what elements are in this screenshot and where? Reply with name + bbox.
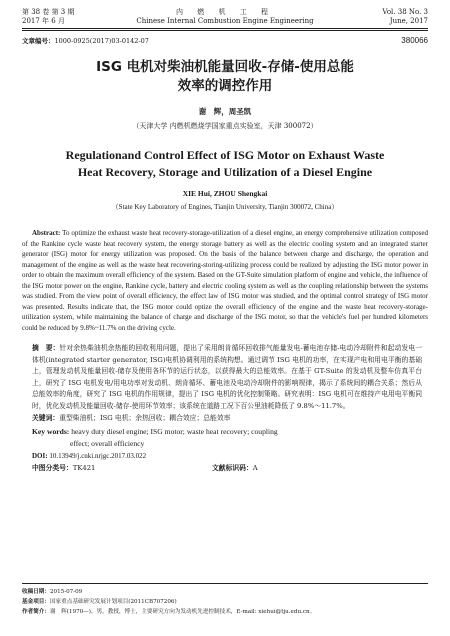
clc-label: 中图分类号： — [32, 464, 73, 472]
english-keywords-line-1 — [32, 426, 422, 438]
english-title-line-2: Heat Recovery, Storage and Utilization of a Diesel Engine — [77, 165, 373, 179]
chinese-title-line-2: 效率的调控作用 — [177, 78, 273, 94]
document-code-label: 文献标识码： — [212, 464, 253, 472]
issue-date-cn: 2017 年 6 月 — [22, 17, 65, 25]
article-number-row — [22, 36, 428, 45]
header-right — [318, 8, 428, 26]
chinese-abstract-text: 针对余热柴油机余热能的回收利用问题，提出了采用朗肯循环回收排气能量发电-蓄电池存储-电动冷却附件和起动发电一体机(integrated starter generator, ISG)电机协调利用的系统构想。通过调节 ISG 电机的功率，在实现产电和用电平衡的基础上，管理发动机及能量回收-储存及使用各环节的运行状态，以获得最大的总能效率。在基于 GT-Suite 的发动机及整车仿真平台上，研究了 ISG 电机发电/用电功率对发动机、朗肯循环、蓄电池及电动冷却附件的影响规律，揭示了系统间的耦合关系；然后从总能效率的角度，研究了 ISG 电机的作用规律，提出了 ISG 电机的优化控制策略。研究表明：ISG 电机可在维持产电用电平衡同时，优化发动机及能量回收-储存-使用环节效率；该系统在道路工况下百公里油耗降低了 9.8%～11.7%。 — [32, 344, 423, 410]
header-rule-thin — [22, 30, 428, 31]
doi-value: 10.13949/j.cnki.nrjgc.2017.03.022 — [47, 451, 147, 460]
author-bio-label: 作者简介： — [22, 609, 50, 615]
article-number-label: 文章编号： — [22, 37, 55, 45]
chinese-abstract-label: 摘 要： — [32, 344, 60, 352]
english-title — [22, 147, 428, 181]
fund-value: 国家重点基础研究发展计划项目(2011CB707206) — [49, 599, 177, 605]
english-abstract-text: To optimize the exhaust waste heat recovery-storage-utilization of a diesel engine, an energy comprehensive utilization composed of the Rankine cycle waste heat recovery system, the energy storage battery as well as the electric cooling system and an integrated starter generator (ISG) motor for energy utilization was proposed. On the basis of the balance between charge and discharge, the operation and management of the engine as well as the waste heat recovering-storing-utilizing process could be realized by adjusting the ISG motor power in order to obtain the maximum overall efficiency of the system. Based on the GT-Suite simulation platform of engine and vehicle, the influence of the ISG motor power on the engine, Rankine cycle, battery and electric cooling system as well as the coupling relationship between the systems was studied. From the view point of overall efficiency, the effect law of ISG motor was studied, and the optimal control strategy of ISG motor was presented. Results indicate that, the ISG motor could optize the overall efficiency of the engine and the waste heat recovery-storage-utilization system, while maintaining the balance of charge and discharge of the ISG motor, so that the vehicle's fuel per hundred kilometers could be reduced by 9.8%~11.7% on the driving cycle. — [22, 229, 428, 332]
article-id: 380066 — [401, 36, 428, 45]
author-bio-value: 谢 辉(1970—)，男，教授，博士，主要研究方向为发动机先进控制技术，E-mail: xiehui@tju.edu.cn。 — [49, 609, 316, 615]
chinese-keywords-text: 重型柴油机；ISG 电机；余热回收；耦合效应；总能效率 — [59, 414, 231, 422]
header-left — [22, 8, 132, 26]
doi-line — [32, 451, 422, 463]
article-number — [22, 36, 149, 45]
chinese-title — [22, 58, 428, 96]
clc-number — [32, 463, 212, 475]
english-keywords-line-2: effect; overall efficiency — [70, 438, 145, 448]
article-number-value: 1000-0925(2017)03-0142-07 — [54, 37, 149, 45]
english-authors: XIE Hui, ZHOU Shengkai — [182, 189, 268, 198]
clc-value: TK421 — [72, 464, 96, 472]
english-keywords-text-1: heavy duty diesel engine; ISG motor; waste heat recovery; coupling — [69, 426, 278, 436]
fund-label: 基金项目： — [22, 599, 50, 605]
journal-header — [22, 8, 428, 26]
volume-issue: 第 38 卷 第 3 期 — [22, 8, 75, 16]
received-date — [22, 587, 428, 597]
chinese-abstract — [32, 343, 422, 412]
english-title-line-1: Regulationand Control Effect of ISG Motor on Exhaust Waste — [65, 148, 385, 162]
received-label: 收稿日期： — [22, 589, 50, 595]
english-affiliation: （State Key Laboratory of Engines, Tianjin University, Tianjin 300072, China） — [111, 203, 339, 211]
fund-project — [22, 597, 428, 607]
header-center — [132, 8, 318, 26]
received-value: 2015-07-09 — [49, 589, 83, 595]
chinese-affiliation: （天津大学 内燃机燃烧学国家重点实验室，天津 300072） — [132, 122, 318, 130]
chinese-authors: 谢 辉，周圣凯 — [198, 107, 252, 116]
chinese-keywords — [32, 413, 422, 425]
volume-issue-en: Vol. 38 No. 3 — [382, 8, 428, 16]
english-abstract-label: Abstract: — [32, 229, 61, 237]
journal-name-cn: 内 燃 机 工 程 — [176, 8, 274, 16]
english-keywords — [32, 426, 422, 450]
english-abstract — [22, 228, 428, 333]
document-code-value: A — [252, 464, 258, 472]
document-code — [212, 463, 258, 475]
doi-label: DOI: — [32, 451, 48, 460]
chinese-abstract-block — [32, 343, 422, 475]
chinese-keywords-label: 关键词： — [32, 414, 60, 422]
issue-date-en: June, 2017 — [389, 17, 428, 25]
chinese-title-line-1: ISG 电机对柴油机能量回收-存储-使用总能 — [96, 59, 354, 75]
paper-page — [22, 8, 428, 475]
english-keywords-label: Key words: — [32, 426, 70, 436]
header-rule — [22, 28, 428, 29]
author-bio — [22, 607, 428, 617]
footnote — [22, 583, 428, 617]
classification-row — [32, 463, 422, 475]
journal-name-en: Chinese Internal Combustion Engine Engineering — [136, 17, 314, 25]
